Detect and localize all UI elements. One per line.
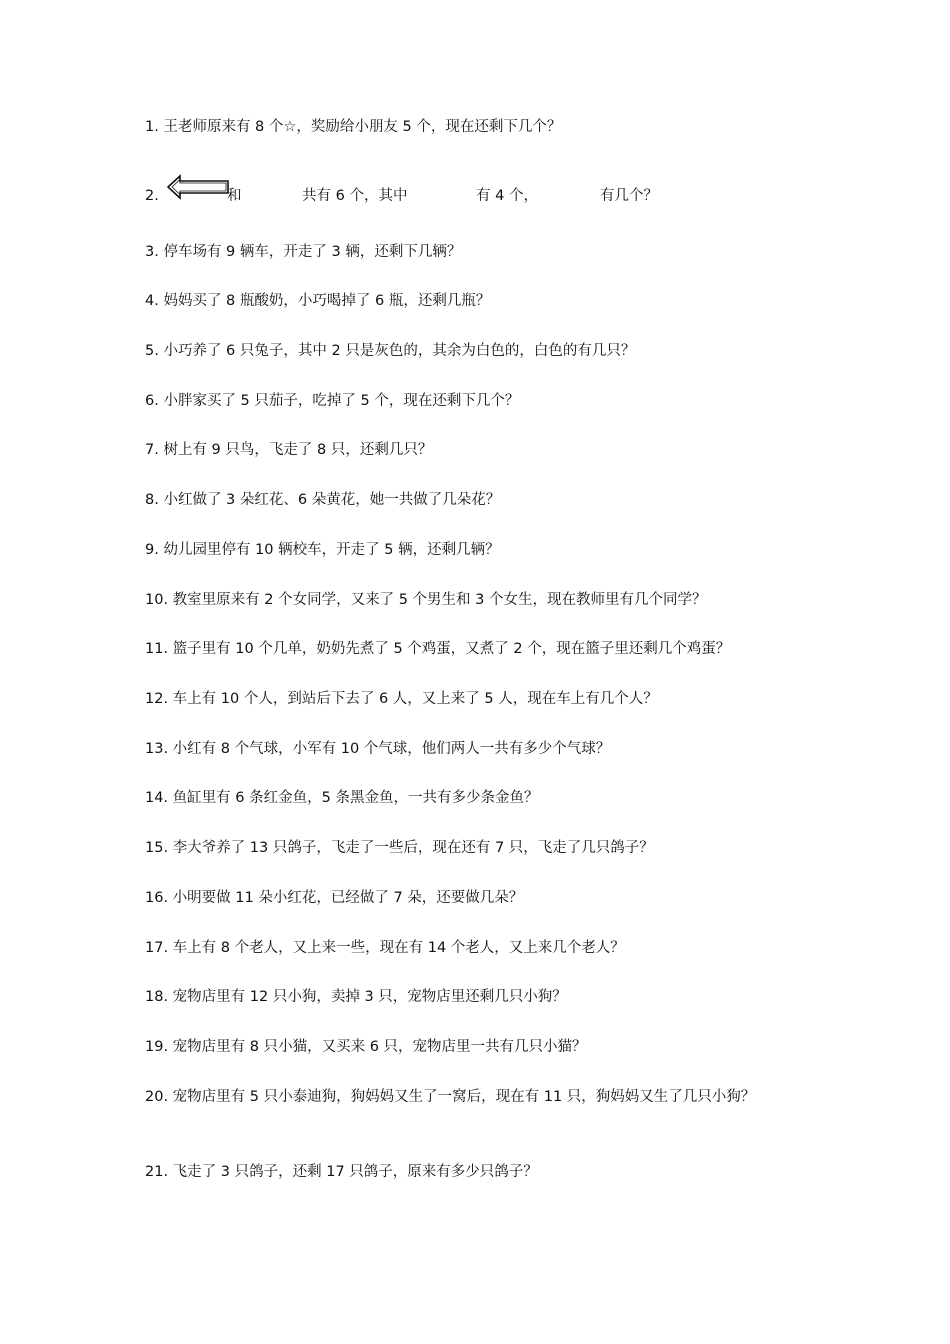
question-21	[145, 1160, 810, 1185]
question-2-part-3: 有 4 个，	[476, 188, 538, 204]
question-text: 妈妈买了 8 瓶酸奶，小巧喝掉了 6 瓶，还剩几瓶？	[163, 293, 491, 309]
question-text: 鱼缸里有 6 条红金鱼，5 条黑金鱼，一共有多少条金鱼？	[172, 790, 539, 806]
question-text: 小红有 8 个气球，小军有 10 个气球，他们两人一共有多少个气球？	[172, 741, 611, 757]
question-number: 1.	[145, 119, 159, 135]
question-number: 3.	[145, 244, 159, 260]
question-number: 9.	[145, 542, 159, 558]
question-text: 车上有 10 个人，到站后下去了 6 人，又上来了 5 人，现在车上有几个人？	[172, 691, 658, 707]
question-12	[145, 687, 810, 712]
question-text: 小胖家买了 5 只茄子，吃掉了 5 个，现在还剩下几个？	[163, 393, 520, 409]
question-6	[145, 389, 810, 414]
question-19	[145, 1035, 810, 1060]
question-10	[145, 588, 810, 613]
question-13	[145, 737, 810, 762]
left-arrow-icon	[167, 174, 229, 200]
question-number: 5.	[145, 343, 159, 359]
question-number: 21.	[145, 1164, 169, 1180]
question-text: 篮子里有 10 个几单，奶奶先煮了 5 个鸡蛋，又煮了 2 个，现在篮子里还剩几个鸡蛋？	[172, 641, 731, 657]
question-text: 小明要做 11 朵小红花，已经做了 7 朵，还要做几朵？	[172, 890, 524, 906]
question-text: 停车场有 9 辆车，开走了 3 辆，还剩下几辆？	[163, 244, 462, 260]
question-text: 小红做了 3 朵红花、6 朵黄花，她一共做了几朵花？	[163, 492, 501, 508]
question-7	[145, 438, 810, 463]
question-2	[145, 170, 810, 210]
question-number: 20.	[145, 1089, 169, 1105]
question-text: 车上有 8 个老人，又上来一些，现在有 14 个老人，又上来几个老人？	[172, 940, 625, 956]
question-number: 15.	[145, 840, 169, 856]
question-number: 13.	[145, 741, 169, 757]
question-8	[145, 488, 810, 513]
question-number: 8.	[145, 492, 159, 508]
question-number: 17.	[145, 940, 169, 956]
question-5	[145, 339, 810, 364]
question-number: 16.	[145, 890, 169, 906]
question-text: 宠物店里有 5 只小泰迪狗，狗妈妈又生了一窝后，现在有 11 只，狗妈妈又生了几只小狗？	[172, 1089, 756, 1105]
question-text: 王老师原来有 8 个☆，奖励给小朋友 5 个，现在还剩下几个？	[163, 119, 562, 135]
question-9	[145, 538, 810, 563]
question-15	[145, 836, 810, 861]
question-14	[145, 786, 810, 811]
question-3	[145, 240, 810, 265]
question-number: 14.	[145, 790, 169, 806]
question-text: 飞走了 3 只鸽子，还剩 17 只鸽子，原来有多少只鸽子？	[172, 1164, 538, 1180]
question-18	[145, 985, 810, 1010]
question-11	[145, 637, 810, 662]
question-1	[145, 115, 810, 140]
question-text: 树上有 9 只鸟，飞走了 8 只，还剩几只？	[163, 442, 433, 458]
question-2-part-4: 有几个？	[600, 188, 658, 204]
question-number: 11.	[145, 641, 169, 657]
question-number: 10.	[145, 592, 169, 608]
question-number: 7.	[145, 442, 159, 458]
question-text: 幼儿园里停有 10 辆校车，开走了 5 辆，还剩几辆？	[163, 542, 500, 558]
question-number: 4.	[145, 293, 159, 309]
question-number: 2.	[145, 188, 159, 204]
question-number: 12.	[145, 691, 169, 707]
question-text: 教室里原来有 2 个女同学，又来了 5 个男生和 3 个女生，现在教师里有几个同学？	[172, 592, 707, 608]
question-2-part-2: 共有 6 个，其中	[302, 188, 408, 204]
question-text: 宠物店里有 8 只小猫，又买来 6 只，宠物店里一共有几只小猫？	[172, 1039, 587, 1055]
question-number: 19.	[145, 1039, 169, 1055]
question-number: 18.	[145, 989, 169, 1005]
question-text: 小巧养了 6 只兔子，其中 2 只是灰色的，其余为白色的，白色的有几只？	[163, 343, 636, 359]
question-2-part-1: 和	[227, 188, 242, 204]
question-17	[145, 936, 810, 961]
question-20	[145, 1085, 810, 1110]
question-number: 6.	[145, 393, 159, 409]
question-text: 李大爷养了 13 只鸽子，飞走了一些后，现在还有 7 只，飞走了几只鸽子？	[172, 840, 654, 856]
question-4	[145, 289, 810, 314]
question-text: 宠物店里有 12 只小狗，卖掉 3 只，宠物店里还剩几只小狗？	[172, 989, 567, 1005]
question-16	[145, 886, 810, 911]
